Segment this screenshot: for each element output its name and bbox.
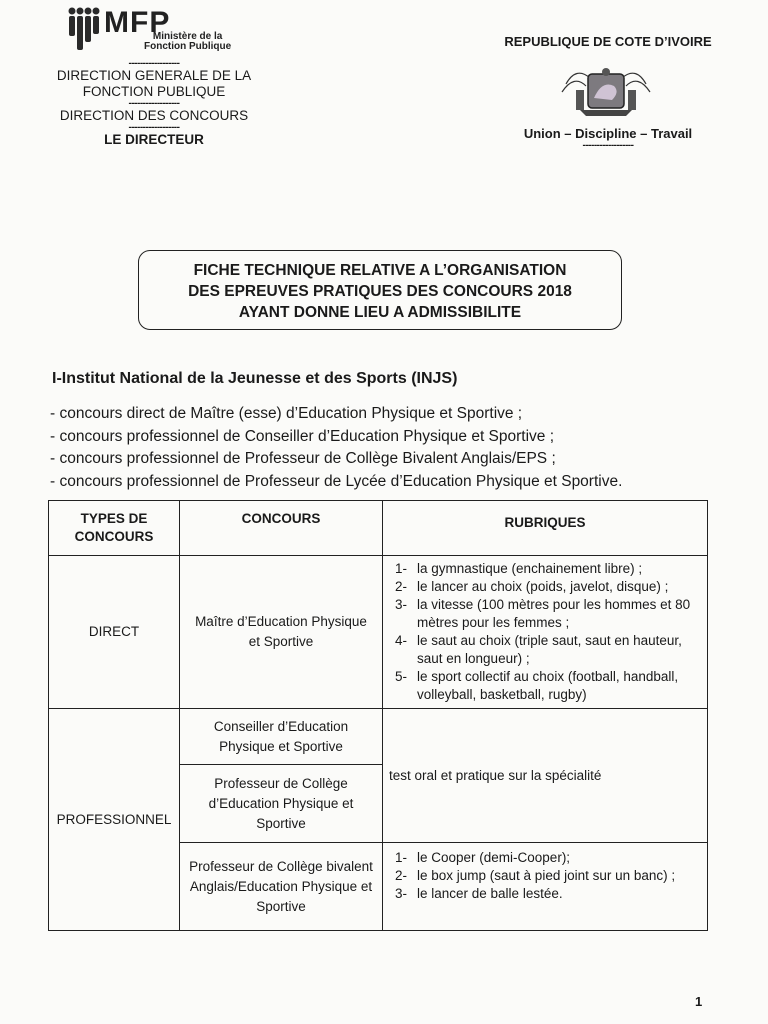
column-header-rubriques: RUBRIQUES xyxy=(383,501,708,556)
type-cell-professionnel: PROFESSIONNEL xyxy=(49,709,180,931)
list-item xyxy=(395,849,701,867)
separator: ------------------ xyxy=(128,122,180,133)
rubriques-cell xyxy=(383,556,708,709)
item-text: le box jump (saut à pied joint sur un banc) ; xyxy=(417,868,676,883)
logo-acronym: MFP xyxy=(104,6,171,39)
issuer-block xyxy=(40,60,268,148)
list-item xyxy=(395,596,701,632)
title-line: AYANT DONNE LIEU A ADMISSIBILITE xyxy=(238,304,522,321)
national-motto: Union – Discipline – Travail xyxy=(523,126,693,141)
list-item xyxy=(395,632,701,668)
header-text: CONCOURS xyxy=(74,529,154,544)
list-item: - concours professionnel de Professeur de Collège Bivalent Anglais/EPS ; xyxy=(50,450,556,467)
list-item xyxy=(395,578,701,596)
logo-subtitle-line2: Fonction Publique xyxy=(144,41,232,52)
ministry-logo xyxy=(66,6,236,56)
list-item xyxy=(395,867,701,885)
title-line: DES EPREUVES PRATIQUES DES CONCOURS 2018 xyxy=(188,283,572,300)
coat-of-arms-icon xyxy=(556,64,656,120)
item-number: 2- xyxy=(395,868,408,883)
concours-list xyxy=(50,403,622,493)
separator: ------------------ xyxy=(128,58,180,69)
table-row xyxy=(49,709,708,765)
list-item xyxy=(395,668,701,704)
item-text: le lancer de balle lestée. xyxy=(417,886,563,901)
title-line: FICHE TECHNIQUE RELATIVE A L’ORGANISATION xyxy=(193,262,567,279)
rubriques-cell xyxy=(383,843,708,931)
list-item xyxy=(395,560,701,578)
header-text: TYPES DE xyxy=(80,511,148,526)
item-text: le Cooper (demi-Cooper); xyxy=(417,850,571,865)
issuer-line-public-service: FONCTION PUBLIQUE xyxy=(82,84,226,99)
logo-subtitle-line1: Ministère de la xyxy=(152,31,223,42)
item-text: la gymnastique (enchainement libre) ; xyxy=(417,561,643,576)
list-item xyxy=(395,885,701,903)
table-row xyxy=(49,556,708,709)
concours-cell: Professeur de Collège d’Education Physique et Sportive xyxy=(180,765,383,843)
people-icon xyxy=(66,6,102,54)
list-item: - concours professionnel de Professeur de Lycée d’Education Physique et Sportive. xyxy=(50,472,623,490)
item-number: 3- xyxy=(395,886,408,901)
concours-cell: Professeur de Collège bivalent Anglais/Education Physique et Sportive xyxy=(180,843,383,931)
logo-subtitle xyxy=(144,32,231,52)
republic-name: REPUBLIQUE DE COTE D’IVOIRE xyxy=(504,34,712,49)
column-header-concours: CONCOURS xyxy=(180,501,383,556)
item-number: 4- xyxy=(395,633,408,648)
item-text: le saut au choix (triple saut, saut en hauteur, saut en longueur) ; xyxy=(417,633,682,666)
item-text: la vitesse (100 mètres pour les hommes et 80 mètres pour les femmes ; xyxy=(417,597,691,630)
item-number: 3- xyxy=(395,597,408,612)
item-text: le lancer au choix (poids, javelot, disque) ; xyxy=(417,579,669,594)
list-item: - concours direct de Maître (esse) d’Education Physique et Sportive ; xyxy=(50,405,523,422)
column-header-types xyxy=(49,501,180,556)
item-number: 2- xyxy=(395,579,408,594)
type-cell-direct: DIRECT xyxy=(49,556,180,709)
rubriques-cell: test oral et pratique sur la spécialité xyxy=(383,709,708,843)
section-heading: I-Institut National de la Jeunesse et des Sports (INJS) xyxy=(52,370,458,387)
separator: ------------------ xyxy=(582,140,634,151)
issuer-line-direction-concours: DIRECTION DES CONCOURS xyxy=(59,108,249,123)
item-number: 5- xyxy=(395,669,408,684)
republic-block xyxy=(478,34,738,151)
exams-table xyxy=(48,500,708,931)
concours-cell: Conseiller d’Education Physique et Sportive xyxy=(180,709,383,765)
item-number: 1- xyxy=(395,850,408,865)
item-number: 1- xyxy=(395,561,408,576)
document-title xyxy=(138,250,622,330)
rubriques-list xyxy=(383,849,707,903)
issuer-line-general-direction: DIRECTION GENERALE DE LA xyxy=(56,68,252,83)
list-item: - concours professionnel de Conseiller d’Education Physique et Sportive ; xyxy=(50,427,555,445)
rubriques-list xyxy=(383,560,707,704)
table-header-row xyxy=(49,501,708,556)
separator: ------------------ xyxy=(128,98,180,109)
item-text: le sport collectif au choix (football, handball, volleyball, basketball, rugby) xyxy=(417,669,679,702)
issuer-line-director: LE DIRECTEUR xyxy=(104,132,204,147)
page-number: 1 xyxy=(695,994,703,1009)
concours-cell: Maître d’Education Physique et Sportive xyxy=(180,556,383,709)
